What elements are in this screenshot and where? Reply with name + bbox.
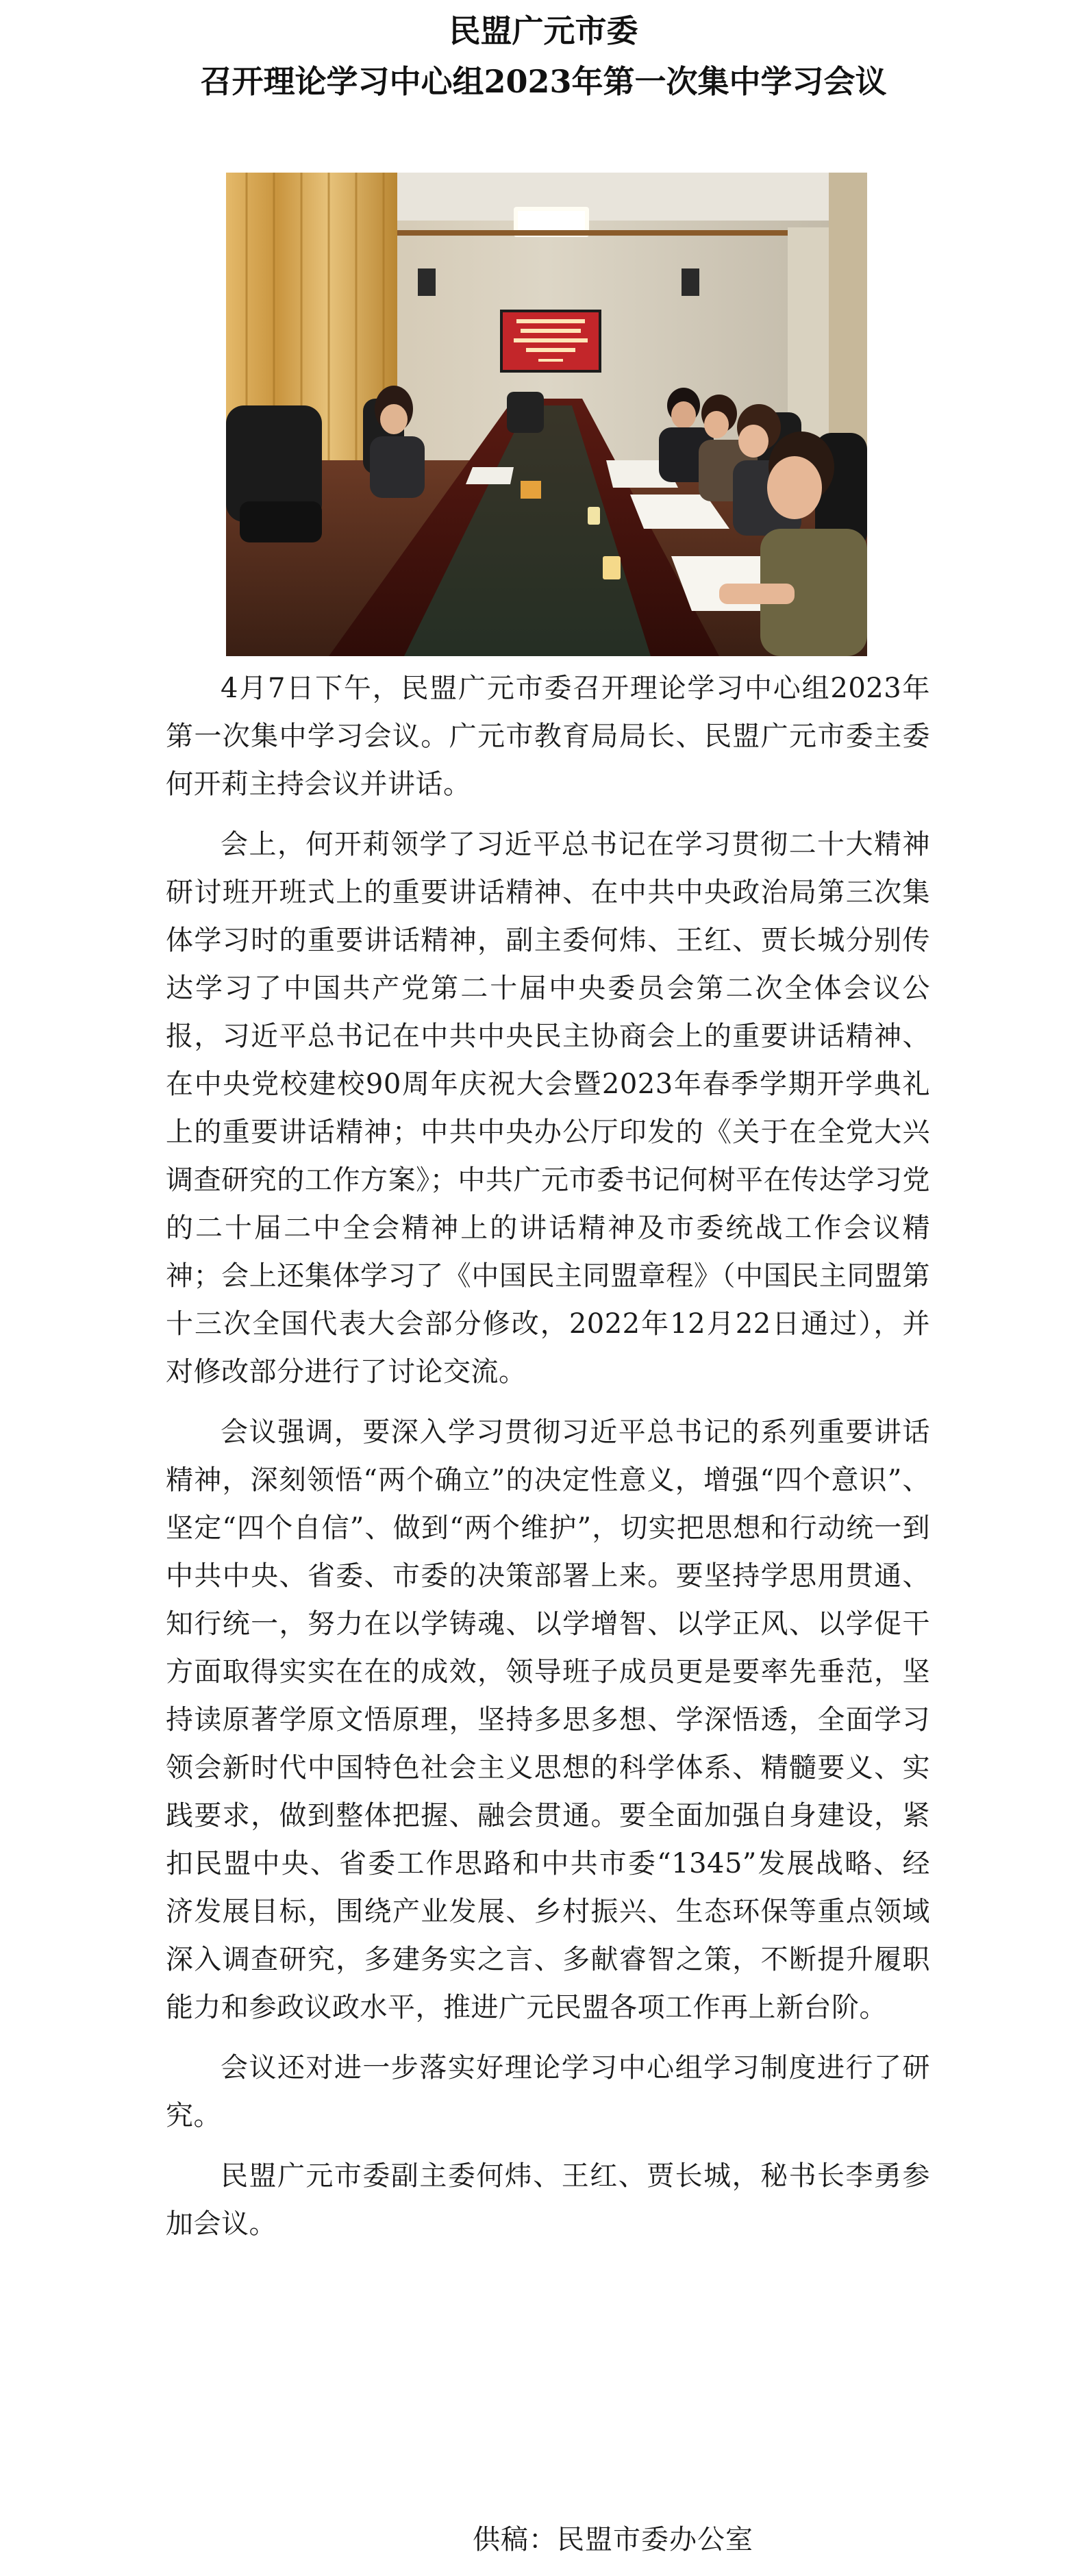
article-title-line-1: 民盟广元市委 — [449, 12, 638, 49]
paragraph-2: 会上，何开莉领学了习近平总书记在学习贯彻二十大精神研讨班开班式上的重要讲话精神、在中共中央政治局第三次集体学习时的重要讲话精神，副主委何炜、王红、贾长城分别传达学习了中国共产党第二十届中央委员会第二次全体会议公报，习近平总书记在中共中央民主协商会上的重要讲话精神、在中央党校建校90周年庆祝大会暨2023年春季学期开学典礼上的重要讲话精神；中共中央办公厅印发的《关于在全党大兴调查研究的工作方案》；中共广元市委书记何树平在传达学习党的二十届二中全会精神上的讲话精神及市委统战工作会议精神；会上还集体学习了《中国民主同盟章程》（中国民主同盟第十三次全国代表大会部分修改，2022年12月22日通过），并对修改部分进行了讨论交流。 — [166, 829, 930, 1388]
paragraph-4: 会议还对进一步落实好理论学习中心组学习制度进行了研究。 — [166, 2052, 930, 2131]
article-body — [166, 664, 930, 2260]
paragraph-3: 会议强调，要深入学习贯彻习近平总书记的系列重要讲话精神，深刻领悟“两个确立”的决定性意义，增强“四个意识”、坚定“四个自信”、做到“两个维护”，切实把思想和行动统一到中共中央、省委、市委的决策部署上来。要坚持学思用贯通、知行统一，努力在以学铸魂、以学增智、以学正风、以学促干方面取得实实在在的成效，领导班子成员更是要率先垂范，坚持读原著学原文悟原理，坚持多思多想、学深悟透，全面学习领会新时代中国特色社会主义思想的科学体系、精髓要义、实践要求，做到整体把握、融会贯通。要全面加强自身建设，紧扣民盟中央、省委工作思路和中共市委“1345”发展战略、经济发展目标，围绕产业发展、乡村振兴、生态环保等重点领域深入调查研究，多建务实之言、多献睿智之策，不断提升履职能力和参政议政水平，推进广元民盟各项工作再上新台阶。 — [166, 1416, 930, 2023]
paragraph-1: 4月7日下午，民盟广元市委召开理论学习中心组2023年第一次集中学习会议。广元市教育局局长、民盟广元市委主委何开莉主持会议并讲话。 — [166, 673, 930, 800]
article-source: 供稿：民盟市委办公室 — [473, 2524, 753, 2555]
meeting-photo — [226, 173, 867, 656]
paragraph-5: 民盟广元市委副主委何炜、王红、贾长城，秘书长李勇参加会议。 — [166, 2160, 930, 2240]
article-title-line-2: 召开理论学习中心组2023年第一次集中学习会议 — [200, 63, 887, 100]
